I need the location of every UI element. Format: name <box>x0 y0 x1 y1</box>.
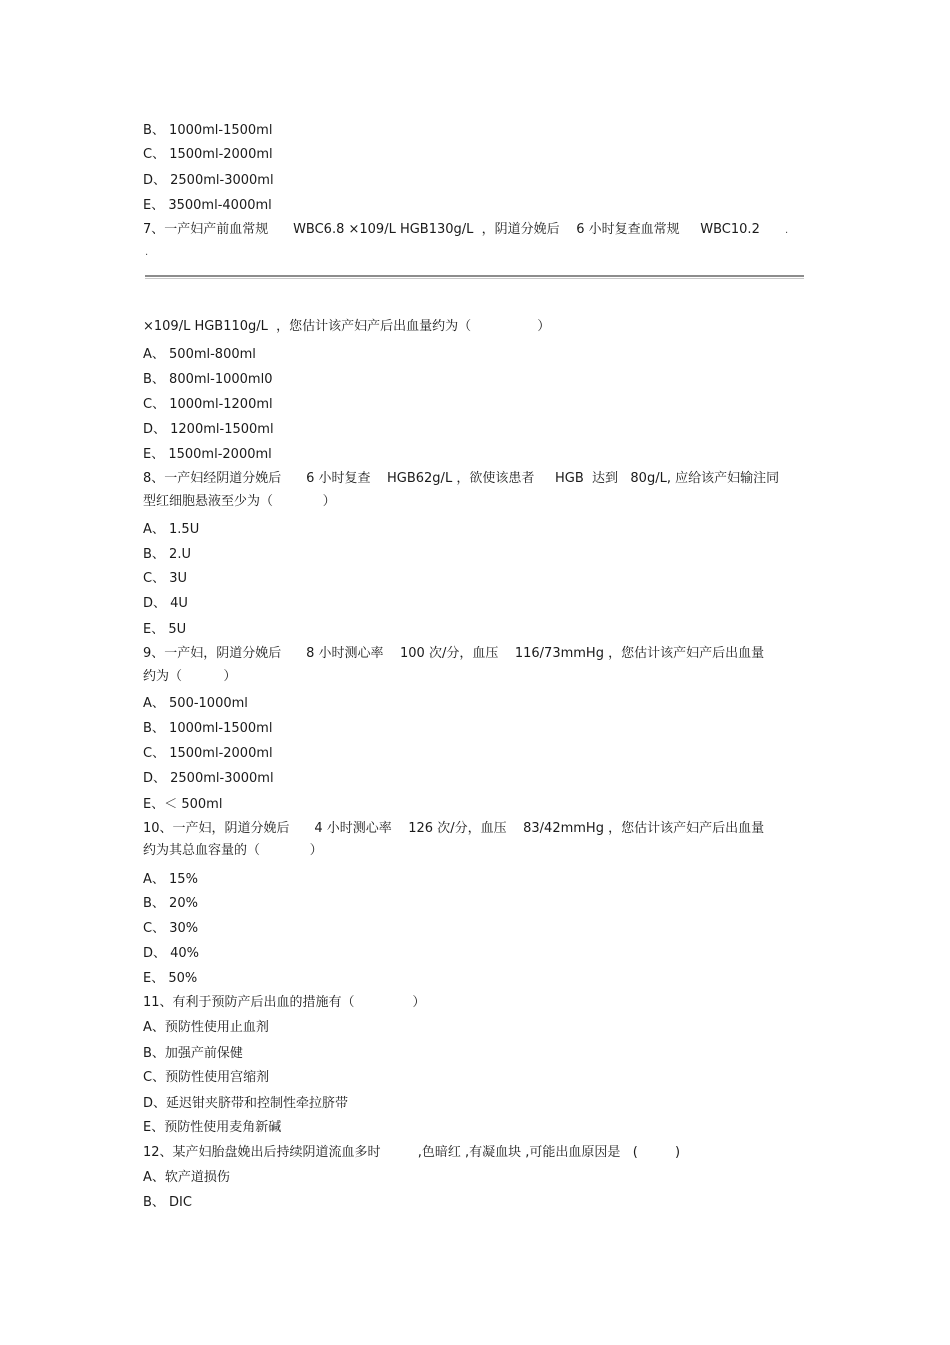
option-line: B、 800ml-1000ml0 <box>143 372 273 387</box>
option-line: B、加强产前保健 <box>143 1046 243 1061</box>
question-9: 9、一产妇，阴道分娩后 8 小时测心率 100 次/分，血压 116/73mmHg ，您估计该产妇产后出血量 <box>143 646 765 661</box>
option-line: E、 50% <box>143 971 198 986</box>
question-7: 7、一产妇产前血常规 WBC6.8 ×109/L HGB130g/L ，阴道分娩后 6 小时复查血常规 WBC10.2 <box>143 222 760 237</box>
question-10-continued: 约为其总血容量的（ ） <box>143 843 323 858</box>
option-line: A、预防性使用止血剂 <box>143 1020 269 1035</box>
option-line: B、 20% <box>143 896 198 911</box>
option-line: B、 DIC <box>143 1195 192 1210</box>
question-11: 11、有利于预防产后出血的措施有（ ） <box>143 995 426 1010</box>
option-line: D、延迟钳夹脐带和控制性牵拉脐带 <box>143 1096 349 1111</box>
option-line: C、 1500ml-2000ml <box>143 746 273 761</box>
option-line: A、 500ml-800ml <box>143 347 256 362</box>
stray-dot: . <box>785 225 789 236</box>
question-10: 10、一产妇，阴道分娩后 4 小时测心率 126 次/分，血压 83/42mmHg ，您估计该产妇产后出血量 <box>143 821 765 836</box>
option-line: A、 1.5U <box>143 522 200 537</box>
question-9-continued: 约为（ ） <box>143 669 237 684</box>
option-line: C、预防性使用宫缩剂 <box>143 1070 270 1085</box>
option-line: A、 15% <box>143 872 198 887</box>
option-line: E、 5U <box>143 622 187 637</box>
option-line: A、软产道损伤 <box>143 1170 230 1185</box>
option-line: D、 4U <box>143 596 188 611</box>
option-line: D、 40% <box>143 946 200 961</box>
option-line: B、 1000ml-1500ml <box>143 123 273 138</box>
question-8: 8、一产妇经阴道分娩后 6 小时复查 HGB62g/L ，欲使该患者 HGB 达到 80g/L, 应给该产妇输注同 <box>143 471 780 486</box>
option-line: C、 30% <box>143 921 199 936</box>
question-8-continued: 型红细胞悬液至少为（ ） <box>143 494 336 509</box>
option-line: C、 1000ml-1200ml <box>143 397 273 412</box>
option-line: E、预防性使用麦角新碱 <box>143 1120 282 1135</box>
option-line: D、 2500ml-3000ml <box>143 173 274 188</box>
option-line: C、 3U <box>143 571 187 586</box>
stray-dot: . <box>145 247 149 258</box>
question-12: 12、某产妇胎盘娩出后持续阴道流血多时 ,色暗红 ,有凝血块 ,可能出血原因是 ( ) <box>143 1145 681 1160</box>
option-line: D、 2500ml-3000ml <box>143 771 274 786</box>
option-line: D、 1200ml-1500ml <box>143 422 274 437</box>
question-7-continued: ×109/L HGB110g/L ，您估计该产妇产后出血量约为（ ） <box>143 319 551 334</box>
option-line: E、＜ 500ml <box>143 797 223 812</box>
option-line: C、 1500ml-2000ml <box>143 147 273 162</box>
option-line: B、 1000ml-1500ml <box>143 721 273 736</box>
option-line: E、 3500ml-4000ml <box>143 198 272 213</box>
option-line: A、 500-1000ml <box>143 696 248 711</box>
page-divider <box>145 275 804 279</box>
option-line: B、 2.U <box>143 547 191 562</box>
option-line: E、 1500ml-2000ml <box>143 447 272 462</box>
